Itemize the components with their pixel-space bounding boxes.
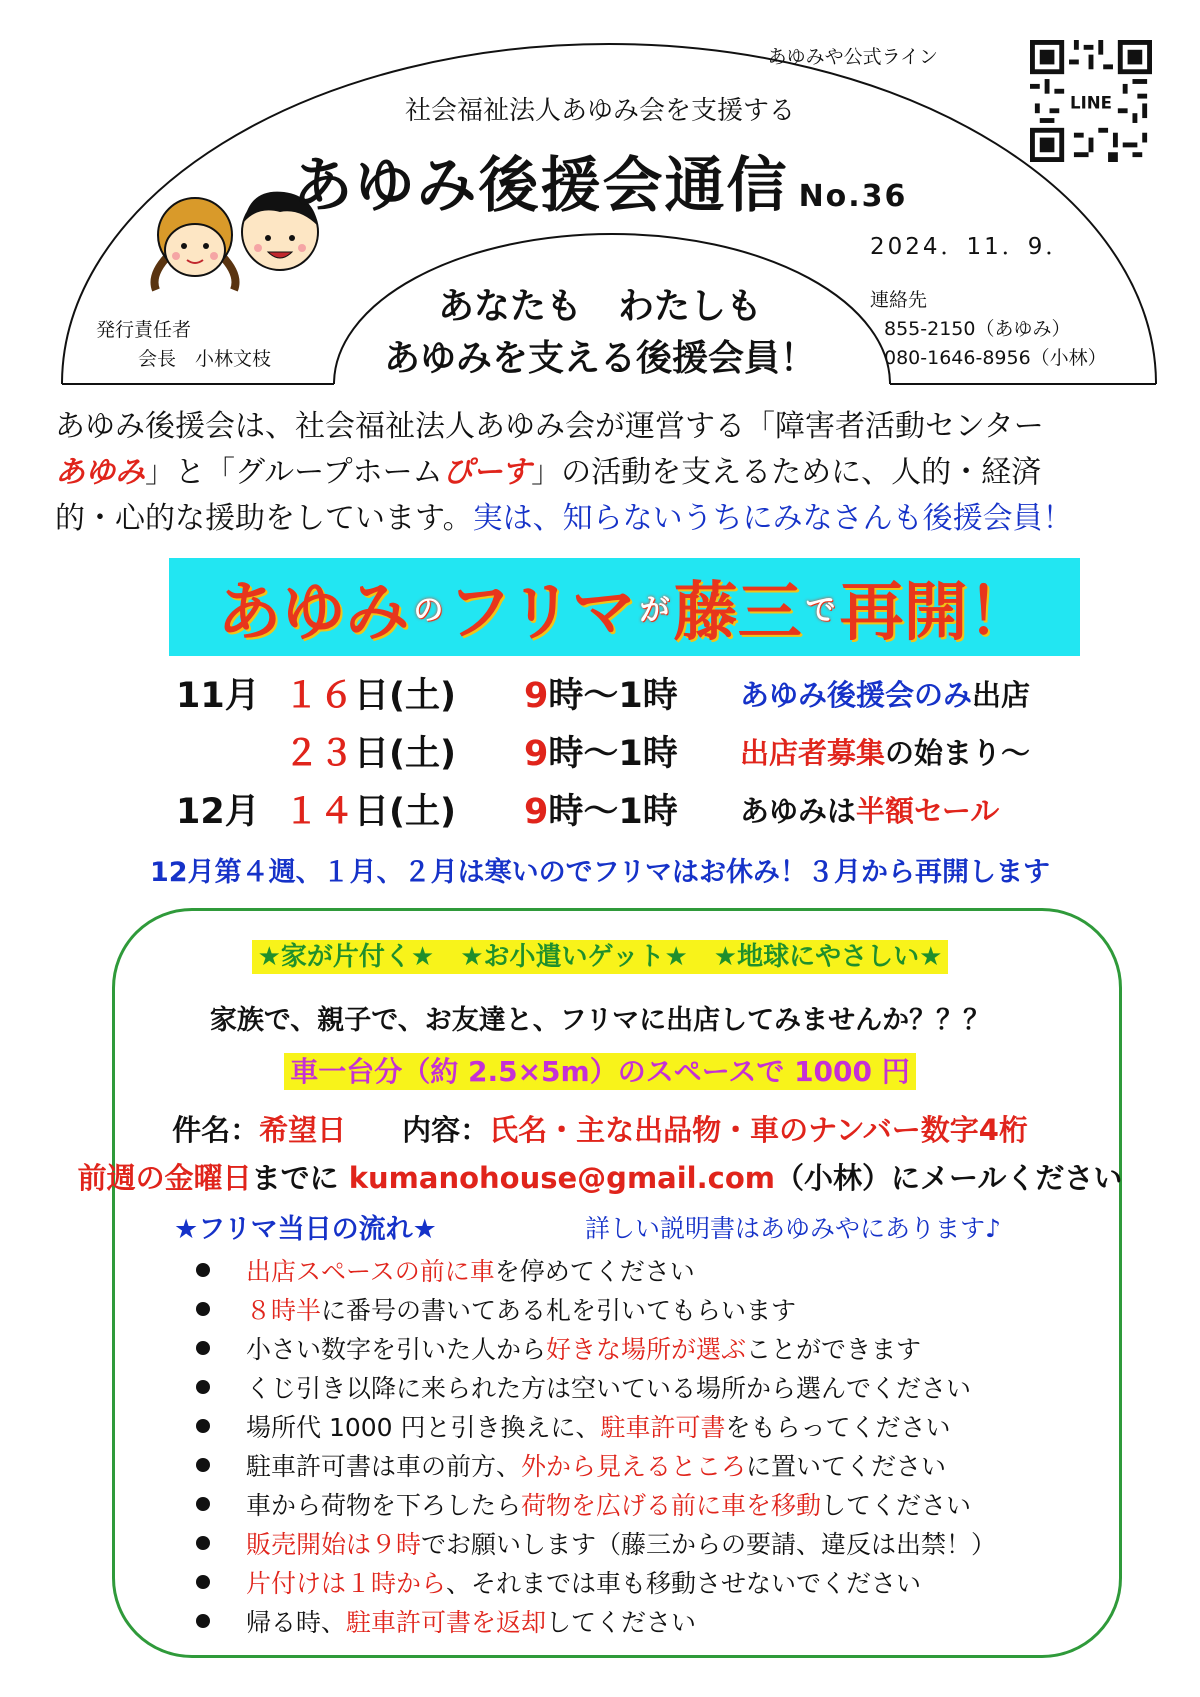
rule-text: に番号の書いてある札を引いてもらいます [321,1295,797,1325]
banner-word-4: 再開！ [839,576,1032,650]
schedule-note: あゆみは [740,794,857,828]
intro-line-2-end: 」の活動を支えるために、人的・経済 [531,455,1042,490]
schedule-note: の始まり～ [885,736,1031,770]
rule-text: 場所代 1000 円と引き換えに、 [246,1412,601,1442]
intro-line-1: あゆみ後援会は、社会福祉法人あゆみ会が運営する「障害者活動センター [55,409,1044,444]
schedule-note: 出店 [972,678,1031,712]
rule-text: 、それまでは車も移動させないでください [446,1568,922,1598]
facility-name-peace: ぴーす [442,455,532,490]
facility-name-ayumi: あゆみ [55,455,145,490]
bullet-icon [196,1380,210,1394]
schedule-time: 時～1時 [548,676,678,716]
rule-highlight: 出店スペースの前に車 [246,1256,495,1286]
rule-text: をもらってください [725,1412,951,1442]
deadline-text: 前週の金曜日 [77,1161,252,1195]
schedule-start-hour: 9 [524,734,549,774]
banner-word-3: 藤三 [673,576,802,650]
schedule-day: １４ [284,792,355,832]
slogan-line-1: あなたも わたしも [437,286,762,327]
slogan-line-2: あゆみを支える後援会員！ [383,338,816,379]
contact-label: 連絡先 [870,289,928,311]
rule-highlight: 片付けは１時から [246,1568,447,1598]
rule-text: してください [821,1490,972,1520]
flea-market-banner [169,558,1080,656]
rule-text: 帰る時、 [246,1607,347,1637]
list-item [196,1367,996,1406]
rule-highlight: 好きな場所が選ぶ [546,1334,747,1364]
application-format [0,1108,1200,1149]
bullet-icon [196,1341,210,1355]
rule-highlight: 販売開始は９時 [246,1529,422,1559]
schedule-weekday: 日(土) [354,792,457,832]
list-item [196,1601,996,1640]
benefits-line [0,936,1200,973]
publisher-label: 発行責任者 [96,319,192,341]
email-link[interactable]: kumanohouse@gmail.com [348,1161,775,1195]
rule-highlight: 駐車許可書 [600,1412,726,1442]
intro-line-3 [55,496,1155,542]
banner-particle-3: で [805,593,836,628]
space-fee-text: 車一台分（約 2.5×5m）のスペースで 1000 円 [284,1053,916,1090]
qr-caption: LINE [1070,93,1112,113]
publisher-block [96,316,271,374]
bullet-icon [196,1302,210,1316]
schedule-note-highlight: 半額セール [856,794,1000,828]
schedule-month: 12月 [176,792,260,832]
schedule-note-highlight: あゆみ後援会のみ [740,678,973,712]
schedule-day: １６ [284,676,355,716]
list-item [196,1562,996,1601]
subject-value: 希望日 [259,1113,347,1147]
day-flow-heading: ★フリマ当日の流れ★ [174,1214,437,1245]
benefits-text: ★家が片付く★ ★お小遣いゲット★ ★地球にやさしい★ [252,940,949,974]
newsletter-subtitle: 社会福祉法人あゆみ会を支援する [404,96,795,126]
schedule-day: ２３ [284,734,355,774]
contact-block [870,286,1107,373]
rule-text: 車から荷物を下ろしたら [246,1490,522,1520]
title-text: あゆみ後援会通信 [292,151,789,221]
schedule-start-hour: 9 [524,792,549,832]
bullet-icon [196,1575,210,1589]
rule-text: ことができます [746,1334,922,1364]
banner-word-2: フリマ [447,576,636,650]
vendor-invitation: 家族で、親子で、お友達と、フリマに出店してみませんか？？？ [209,1005,991,1036]
schedule-month: 11月 [176,676,260,716]
bullet-icon [196,1497,210,1511]
intro-line-2 [55,450,1155,496]
rule-highlight: 荷物を広げる前に車を移動 [521,1490,822,1520]
list-item [196,1328,996,1367]
email-suffix: （小林）にメールください [774,1161,1123,1195]
content-value: 氏名・主な出品物・車のナンバー数字4桁 [489,1113,1028,1147]
banner-word-1: あゆみ [217,576,410,650]
content-label: 内容： [402,1113,490,1147]
rule-text: 駐車許可書は車の前方、 [246,1451,522,1481]
publisher-name: 会長 小林文枝 [138,348,272,370]
rule-text: でお願いします（藤三からの要請、違反は出禁！） [421,1529,997,1559]
rule-highlight: ８時半 [246,1295,322,1325]
day-flow-list [196,1250,996,1640]
schedule-time: 時～1時 [548,734,678,774]
banner-particle-1: の [413,593,444,628]
list-item [196,1523,996,1562]
issue-number: No.36 [798,179,908,214]
rule-highlight: 駐車許可書を返却 [346,1607,547,1637]
intro-line-3-a: 的・心的な援助をしています。 [55,501,473,536]
line-official-label: あゆみや公式ライン [767,46,938,68]
list-item [196,1289,996,1328]
list-item [196,1445,996,1484]
rule-highlight: 外から見えるところ [521,1451,747,1481]
newsletter-title [0,138,1200,224]
intro-line-2-mid: 」と「グループホーム [145,455,443,490]
banner-particle-2: が [639,593,670,628]
bullet-icon [196,1536,210,1550]
rule-text: してください [546,1607,697,1637]
contact-phone-2[interactable]: 080-1646-8956（小林） [884,347,1107,369]
manual-note: 詳しい説明書はあゆみやにあります♪ [585,1214,1001,1243]
schedule-weekday: 日(土) [354,676,457,716]
bullet-icon [196,1614,210,1628]
deadline-suffix: までに [251,1161,339,1195]
intro-line-3-highlight: 実は、知らないうちにみなさんも後援会員！ [472,501,1073,536]
winter-break-notice: 12月第４週、１月、２月は寒いのでフリマはお休み！３月から再開します [150,857,1050,888]
subject-label: 件名： [172,1113,260,1147]
schedule-time: 時～1時 [548,792,678,832]
schedule-weekday: 日(土) [354,734,457,774]
issue-date: 2024．11．9． [870,234,1072,260]
email-instruction [0,1156,1200,1197]
bullet-icon [196,1419,210,1433]
contact-phone-1[interactable]: 855-2150（あゆみ） [884,318,1071,340]
rule-text: くじ引き以降に来られた方は空いている場所から選んでください [246,1373,972,1403]
bullet-icon [196,1263,210,1277]
schedule-note-highlight: 出店者募集 [740,736,886,770]
list-item [196,1250,996,1289]
rule-text: を停めてください [494,1256,695,1286]
list-item [196,1484,996,1523]
space-fee-line [0,1050,1200,1090]
intro-paragraph [55,404,1155,542]
list-item [196,1406,996,1445]
bullet-icon [196,1458,210,1472]
rule-text: 小さい数字を引いた人から [246,1334,547,1364]
schedule-start-hour: 9 [524,676,549,716]
rule-text: に置いてください [746,1451,947,1481]
